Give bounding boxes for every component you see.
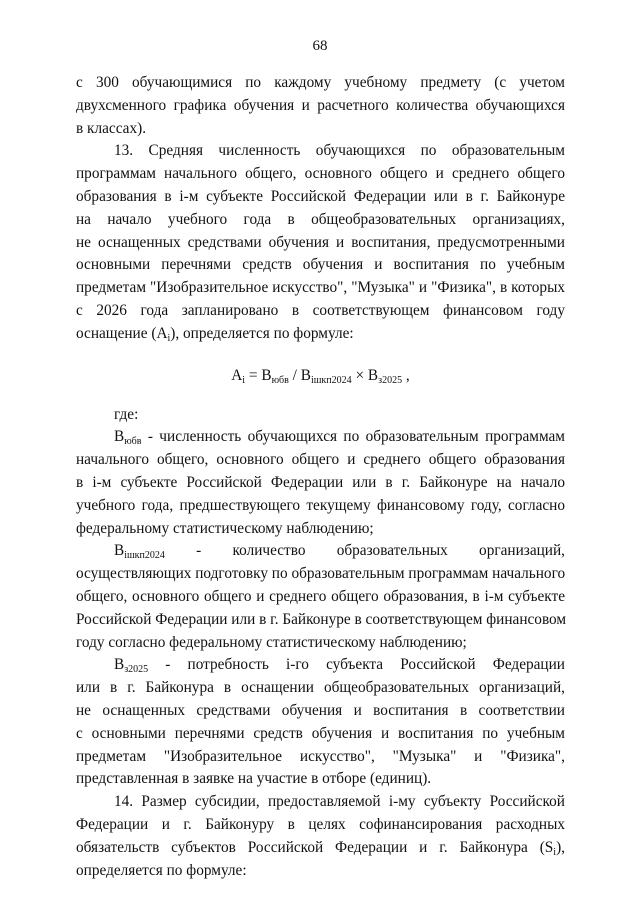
- definition-symbol: B: [114, 542, 125, 560]
- text-line: двухсменного графика обучения и расчетного количества обучающихся: [76, 96, 565, 114]
- subscript: i: [167, 332, 171, 344]
- paragraph-13-start: 13. Средняя численность обучающихся по образовательным: [114, 142, 565, 160]
- text-fragment: ), определяется по формуле:: [170, 324, 354, 342]
- document-body: [76, 72, 565, 882]
- text-line: определяется по формуле:: [76, 861, 247, 879]
- text-line: с 300 обучающимися по каждому учебному предмету (с учетом: [76, 74, 565, 91]
- formula-symbol: × B: [351, 366, 379, 384]
- page-number: 68: [312, 38, 328, 54]
- text-line: в i-м субъекте Российской Федерации или в г. Байконуре на начало: [76, 473, 565, 491]
- text-line: на начало учебного года в общеобразовательных организациях,: [76, 210, 565, 228]
- text-line: [76, 323, 565, 346]
- text-line: предметам "Изобразительное искусство", "Музыка" и "Физика",: [76, 747, 565, 765]
- formula-subscript: з2025: [378, 374, 403, 386]
- text-fragment: - количество образовательных организаций,: [164, 542, 565, 560]
- text-fragment: обязательств субъектов Российской Федерации и г. Байконура (S: [76, 838, 554, 856]
- subscript: i: [553, 846, 557, 858]
- text-fragment: - потребность i-го субъекта Российской Федерации: [148, 656, 565, 674]
- definition-line: [76, 654, 565, 677]
- formula-symbol: = B: [245, 366, 272, 384]
- text-line: Российской Федерации или в г. Байконуре в соответствующем финансовом: [76, 610, 567, 628]
- formula-symbol: A: [231, 366, 243, 384]
- text-line: программам начального общего, основного общего и среднего общего: [76, 165, 565, 183]
- definition-symbol: B: [114, 656, 125, 674]
- formula-symbol: ,: [402, 366, 410, 384]
- text-line: осуществляющих подготовку по образовательным программам начального: [76, 565, 566, 583]
- text-line: предметам "Изобразительное искусство", "Музыка" и "Физика", в которых: [76, 279, 565, 297]
- formula-subscript: iшкп2024: [310, 374, 352, 386]
- where-label: где:: [114, 405, 139, 423]
- definition-subscript: юбв: [124, 436, 142, 448]
- text-line: [76, 837, 565, 860]
- text-fragment: - численность обучающихся по образовательным программам: [141, 428, 565, 446]
- text-line: начального общего, основного общего и среднего общего образования: [76, 451, 565, 469]
- text-line: не оснащенных средствами обучения и воспитания, предусмотренными: [76, 233, 565, 251]
- definition-subscript: з2025: [124, 664, 149, 676]
- text-fragment: оснащение (A: [76, 324, 168, 342]
- definition-subscript: iшкп2024: [124, 550, 165, 562]
- formula-subscript: i: [242, 374, 246, 386]
- text-line: с основными перечнями средств обучения и воспитания по учебным: [76, 724, 565, 742]
- formula-subscript: юбв: [271, 374, 289, 386]
- text-line: в классах).: [76, 119, 147, 137]
- definition-symbol: B: [114, 428, 125, 446]
- text-line: образования в i-м субъекте Российской Федерации или в г. Байконуре: [76, 187, 565, 205]
- text-line: с 2026 года запланировано в соответствующем финансовом году: [76, 301, 565, 319]
- text-fragment: ),: [556, 838, 565, 856]
- formula-a-i: [76, 354, 565, 398]
- definition-line: [76, 540, 565, 563]
- text-line: году согласно федеральному статистическому наблюдению;: [76, 633, 467, 651]
- text-line: не оснащенных средствами обучения и воспитания в соответствии: [76, 701, 565, 719]
- text-line: основными перечнями средств обучения и воспитания по учебным: [76, 256, 565, 274]
- text-line: федеральному статистическому наблюдению;: [76, 519, 374, 537]
- paragraph-14-start: 14. Размер субсидии, предоставляемой i-му субъекту Российской: [114, 793, 565, 811]
- text-line: или в г. Байконура в оснащении общеобразовательных организаций,: [76, 679, 565, 697]
- text-line: Федерации и г. Байконуру в целях софинансирования расходных: [76, 815, 565, 833]
- text-line: учебного года, предшествующего текущему финансовому году, согласно: [76, 496, 565, 514]
- definition-line: [76, 426, 565, 449]
- text-line: общего, основного общего и среднего общего образования, в i-м субъекте: [76, 587, 565, 605]
- text-line: представленная в заявке на участие в отборе (единиц).: [76, 770, 432, 788]
- formula-symbol: / B: [288, 366, 311, 384]
